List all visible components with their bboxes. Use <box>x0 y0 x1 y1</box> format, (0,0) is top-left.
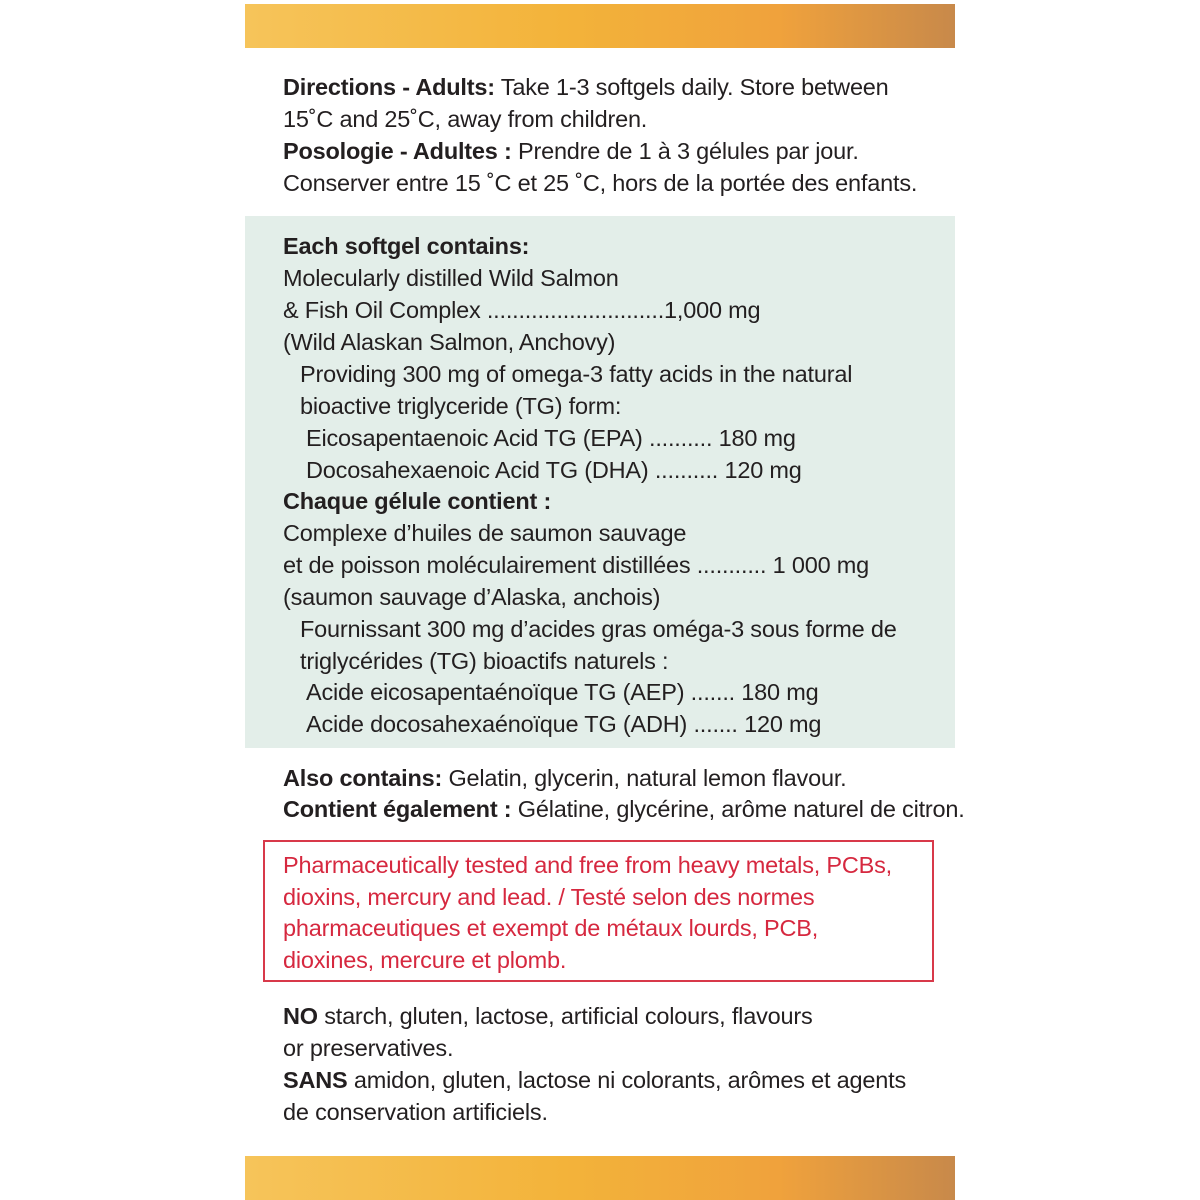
directions-en-label: Directions - Adults: <box>283 74 495 100</box>
directions-fr-line1 <box>283 135 859 167</box>
directions-fr-line2: Conserver entre 15 ˚C et 25 ˚C, hors de la portée des enfants. <box>283 170 918 196</box>
free-from-fr-line1 <box>283 1064 906 1096</box>
ingredients-en-line: Providing 300 mg of omega-3 fatty acids in the natural <box>300 361 853 387</box>
testing-notice-line: dioxins, mercury and lead. / Testé selon des normes <box>283 884 815 910</box>
also-contains-en-text: Gelatin, glycerin, natural lemon flavour. <box>442 765 847 791</box>
ingredients-fr-line: Acide docosahexaénoïque TG (ADH) ....... 120 mg <box>306 711 822 737</box>
ingredients-en-line: (Wild Alaskan Salmon, Anchovy) <box>283 329 616 355</box>
free-from-fr-label: SANS <box>283 1067 348 1093</box>
free-from-en-text: starch, gluten, lactose, artificial colours, flavours <box>317 1003 813 1029</box>
bottom-accent-bar <box>245 1156 955 1200</box>
ingredients-en-line: Docosahexaenoic Acid TG (DHA) .......... 120 mg <box>306 457 802 483</box>
also-contains-fr-text: Gélatine, glycérine, arôme naturel de citron. <box>511 796 965 822</box>
ingredients-en-line: bioactive triglyceride (TG) form: <box>300 393 622 419</box>
also-contains-fr-label: Contient également : <box>283 796 512 822</box>
testing-notice-line: dioxines, mercure et plomb. <box>283 947 567 973</box>
free-from-fr-line2: de conservation artificiels. <box>283 1099 548 1125</box>
top-accent-bar <box>245 4 955 48</box>
ingredients-fr-heading-text: Chaque gélule contient : <box>283 488 552 514</box>
directions-en-text: Take 1-3 softgels daily. Store between <box>494 74 889 100</box>
ingredients-en-heading-text: Each softgel contains: <box>283 233 530 259</box>
free-from-en-label: NO <box>283 1003 318 1029</box>
directions-fr-label: Posologie - Adultes : <box>283 138 512 164</box>
testing-notice-line: pharmaceutiques et exempt de métaux lourds, PCB, <box>283 915 819 941</box>
also-contains-en <box>283 762 846 794</box>
ingredients-en-line: & Fish Oil Complex ............................1,000 mg <box>283 297 761 323</box>
ingredients-fr-line: et de poisson moléculairement distillées ........... 1 000 mg <box>283 552 870 578</box>
ingredients-fr-line: Fournissant 300 mg d’acides gras oméga-3 sous forme de <box>300 616 897 642</box>
free-from-en-line1 <box>283 1000 813 1032</box>
ingredients-fr-line: (saumon sauvage d’Alaska, anchois) <box>283 584 661 610</box>
ingredients-fr-line: Complexe d’huiles de saumon sauvage <box>283 520 687 546</box>
ingredients-en-heading <box>283 230 529 262</box>
ingredients-fr-line: triglycérides (TG) bioactifs naturels : <box>300 648 669 674</box>
also-contains-fr <box>283 793 965 825</box>
ingredients-fr-line: Acide eicosapentaénoïque TG (AEP) ....... 180 mg <box>306 679 819 705</box>
free-from-fr-text: amidon, gluten, lactose ni colorants, arômes et agents <box>347 1067 907 1093</box>
also-contains-en-label: Also contains: <box>283 765 443 791</box>
directions-en-line1 <box>283 71 889 103</box>
ingredients-en-line: Eicosapentaenoic Acid TG (EPA) .......... 180 mg <box>306 425 796 451</box>
directions-en-line2: 15˚C and 25˚C, away from children. <box>283 106 648 132</box>
testing-notice-line: Pharmaceutically tested and free from heavy metals, PCBs, <box>283 852 893 878</box>
ingredients-fr-heading <box>283 485 551 517</box>
ingredients-en-line: Molecularly distilled Wild Salmon <box>283 265 619 291</box>
free-from-en-line2: or preservatives. <box>283 1035 454 1061</box>
directions-fr-text: Prendre de 1 à 3 gélules par jour. <box>511 138 859 164</box>
